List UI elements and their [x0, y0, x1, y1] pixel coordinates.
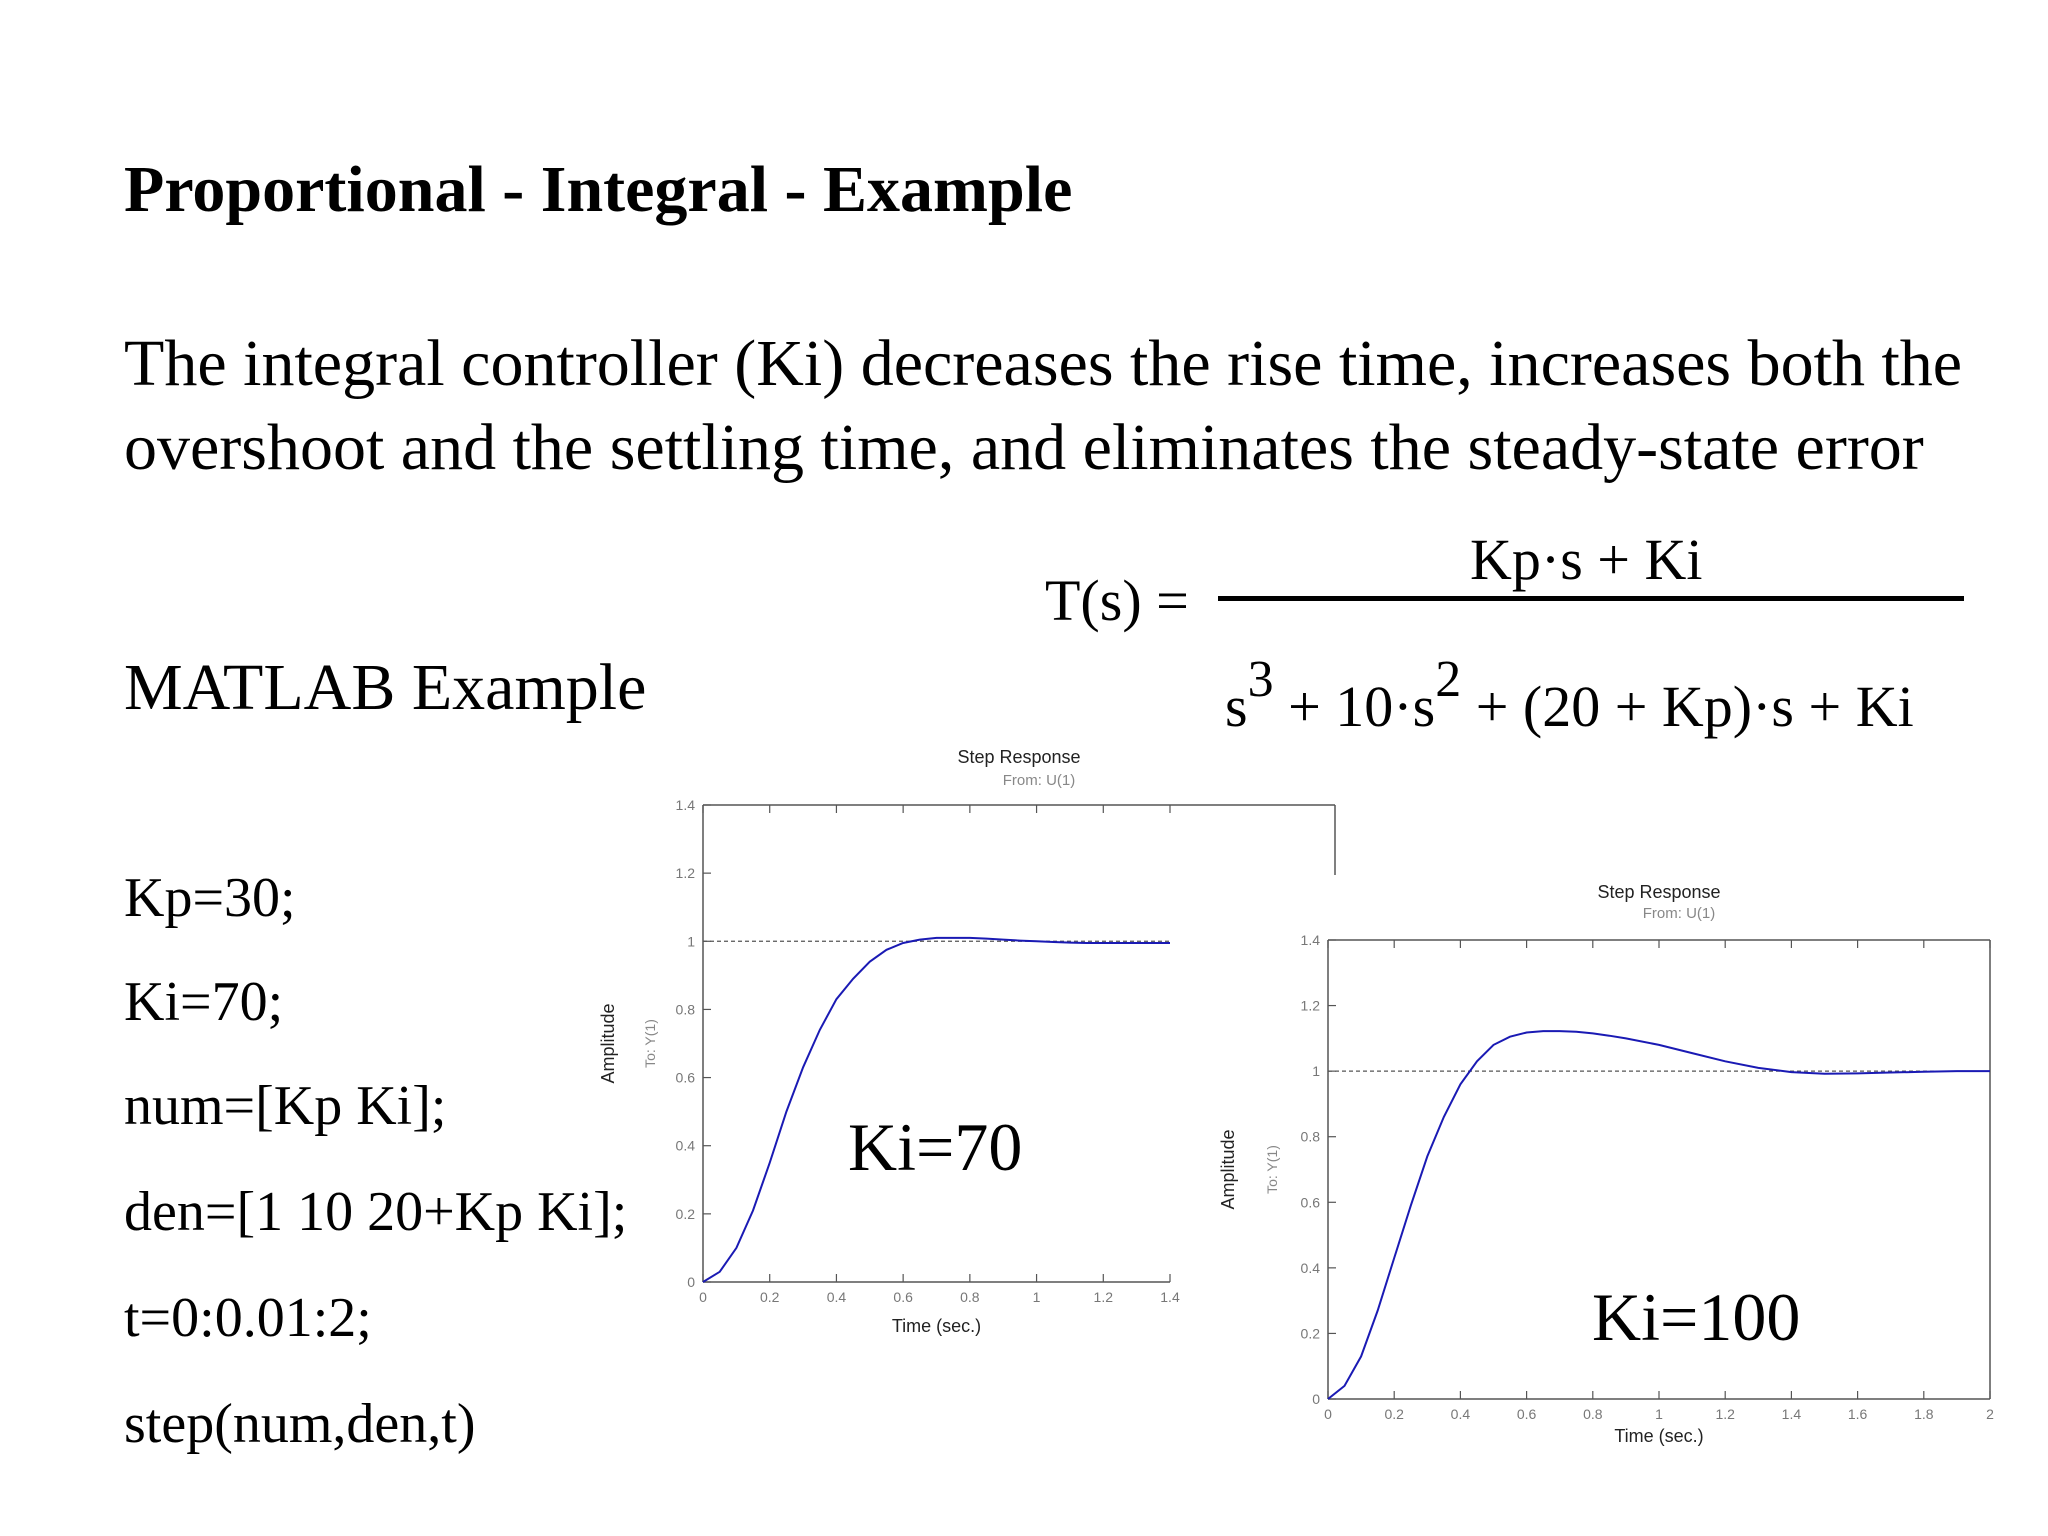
x-tick-label: 0.4	[1450, 1406, 1471, 1422]
x-tick-label: 0.2	[759, 1289, 780, 1305]
y-tick-label: 0.4	[675, 1137, 695, 1154]
x-tick-label: 2	[1986, 1406, 1994, 1422]
code-line: Ki=70;	[124, 971, 284, 1033]
y-tick-label: 0.6	[1300, 1194, 1320, 1211]
x-tick-label: 1.4	[1781, 1406, 1802, 1422]
chart-annotation: Ki=70	[848, 1109, 1023, 1185]
y-tick-label: 0	[687, 1274, 695, 1290]
x-tick-label: 0	[1324, 1406, 1332, 1422]
den-exponent: 3	[1247, 651, 1274, 708]
y-tick-label: 0.2	[1300, 1325, 1320, 1342]
x-tick-label: 1.2	[1093, 1289, 1114, 1305]
chart-title: Step Response	[1597, 882, 1721, 902]
x-axis-label: Time (sec.)	[891, 1316, 982, 1336]
y-axis-sublabel: To: Y(1)	[642, 1019, 658, 1068]
x-tick-label: 1.2	[1715, 1406, 1735, 1422]
x-tick-label: 0.8	[1583, 1406, 1603, 1422]
y-tick-label: 1.2	[1300, 997, 1320, 1014]
y-tick-label: 0.8	[1300, 1128, 1320, 1145]
y-tick-label: 1.2	[675, 865, 695, 882]
x-tick-label: 1.4	[1160, 1289, 1180, 1305]
x-tick-label: 0	[699, 1289, 707, 1305]
code-line: t=0:0.01:2;	[124, 1287, 372, 1349]
den-term: + (20 + Kp)·s + Ki	[1461, 674, 1914, 739]
x-tick-label: 0.8	[960, 1289, 980, 1305]
chart-annotation: Ki=100	[1592, 1279, 1801, 1355]
y-tick-label: 1.4	[1300, 932, 1320, 948]
chart-subtitle: From: U(1)	[1002, 772, 1076, 789]
x-tick-label: 1.6	[1847, 1406, 1868, 1422]
x-axis-label: Time (sec.)	[1614, 1426, 1704, 1446]
y-tick-label: 1.4	[675, 797, 695, 813]
x-tick-label: 1.8	[1914, 1406, 1934, 1422]
chart-subtitle: From: U(1)	[1642, 905, 1716, 922]
y-tick-label: 0.2	[675, 1205, 695, 1222]
x-tick-label: 0.6	[893, 1289, 913, 1305]
chart-title: Step Response	[957, 747, 1081, 767]
code-line: Kp=30;	[124, 867, 296, 929]
y-axis-label: Amplitude	[1218, 1129, 1238, 1210]
x-tick-label: 0.6	[1516, 1406, 1537, 1422]
y-axis-sublabel: To: Y(1)	[1264, 1145, 1280, 1194]
x-tick-label: 1	[1655, 1406, 1663, 1422]
code-line: den=[1 10 20+Kp Ki];	[124, 1181, 628, 1243]
y-tick-label: 0.4	[1300, 1259, 1320, 1276]
x-tick-label: 1	[1032, 1289, 1041, 1305]
transfer-function-lhs: T(s) =	[1045, 568, 1189, 633]
y-tick-label: 1	[687, 933, 695, 950]
transfer-function-numerator: Kp·s + Ki	[1470, 527, 1703, 592]
code-line: step(num,den,t)	[124, 1393, 476, 1455]
den-term: s	[1225, 674, 1248, 739]
x-tick-label: 0.4	[826, 1289, 847, 1305]
slide-title: Proportional - Integral - Example	[124, 153, 1073, 226]
den-term: + 10·s	[1273, 674, 1436, 739]
y-tick-label: 0.6	[675, 1069, 695, 1086]
slide-body-text: The integral controller (Ki) decreases the rise time, increases both the overshoot and the settling time, and eliminates the steady-state error	[124, 327, 1963, 484]
y-tick-label: 1	[1312, 1063, 1320, 1080]
x-tick-label: 0.2	[1384, 1406, 1404, 1422]
y-tick-label: 0.8	[675, 1001, 695, 1018]
y-axis-label: Amplitude	[598, 1003, 618, 1084]
den-exponent: 2	[1435, 651, 1462, 708]
matlab-heading: MATLAB Example	[124, 651, 647, 724]
code-line: num=[Kp Ki];	[124, 1075, 447, 1137]
y-tick-label: 0	[1312, 1391, 1320, 1407]
